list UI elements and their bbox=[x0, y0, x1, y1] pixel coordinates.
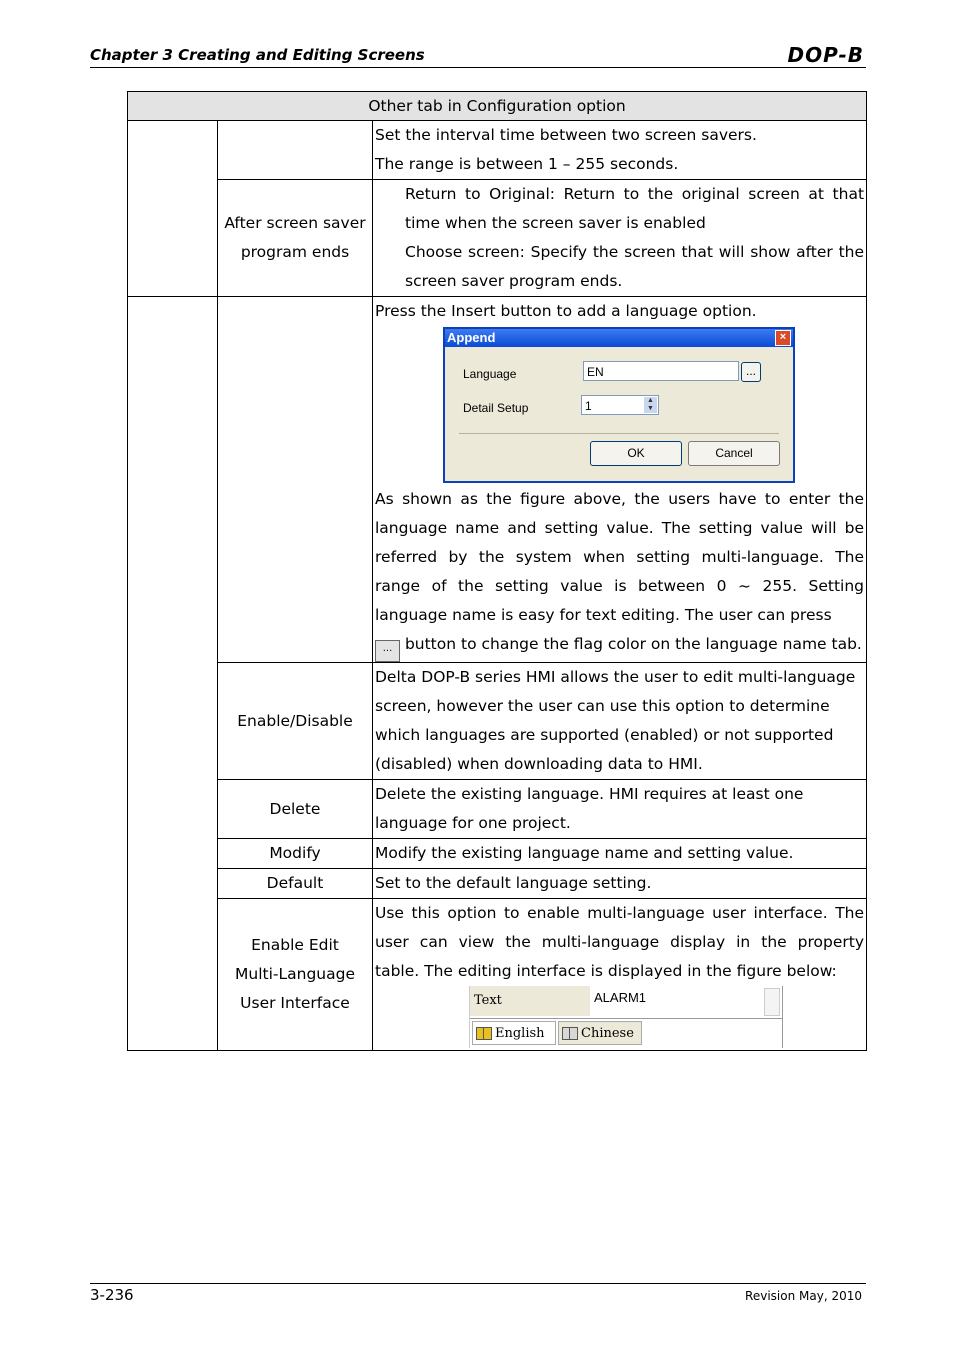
empty-cell bbox=[128, 297, 218, 1051]
append-dialog bbox=[443, 327, 795, 483]
after-screen-saver-description: Return to Original: Return to the original screen at that time when the screen saver is enabled Choose screen: Specify the screen that will show after the screen saver program ends. bbox=[373, 180, 867, 297]
close-icon[interactable]: × bbox=[775, 330, 791, 346]
revision-date: Revision May, 2010 bbox=[745, 1289, 862, 1303]
enable-edit-label: Enable Edit Multi-Language User Interface bbox=[218, 899, 373, 1051]
dialog-divider bbox=[459, 433, 779, 434]
table-heading: Other tab in Configuration option bbox=[128, 92, 867, 121]
cancel-button[interactable]: Cancel bbox=[688, 441, 780, 466]
detail-setup-stepper[interactable]: 1 ▲ ▼ bbox=[581, 395, 659, 415]
delete-description: Delete the existing language. HMI requires at least one language for one project. bbox=[373, 780, 867, 839]
chapter-title: Chapter 3 Creating and Editing Screens bbox=[90, 46, 425, 64]
ok-button[interactable]: OK bbox=[590, 441, 682, 466]
language-tabs bbox=[470, 1018, 782, 1047]
insert-description: Press the Insert button to add a language option. Append × Language EN ... Detail Setup 1 ▲ ▼ OK Cancel As shown as the figure above, the users have to enter the language name and setting value. The setting value will be referred by the system when setting multi-language. The range of the setting value is between 0 ~ 255. Setting language name is easy for text editing. The user can press ... button to change the flag color on the language name tab. bbox=[373, 297, 867, 663]
detail-setup-label: Detail Setup bbox=[463, 401, 529, 415]
empty-cell bbox=[218, 297, 373, 663]
dialog-title-bar: Append × bbox=[445, 329, 793, 347]
empty-cell bbox=[128, 121, 218, 297]
configuration-table bbox=[127, 91, 867, 1051]
enable-edit-description: Use this option to enable multi-language user interface. The user can view the multi-language display in the property table. The editing interface is displayed in the figure below: Text ALARM1 English Chinese bbox=[373, 899, 867, 1051]
page-header bbox=[90, 45, 866, 68]
language-label: Language bbox=[463, 367, 517, 381]
delete-label: Delete bbox=[218, 780, 373, 839]
default-label: Default bbox=[218, 869, 373, 899]
book-icon bbox=[562, 1027, 578, 1040]
enable-disable-description: Delta DOP-B series HMI allows the user to edit multi-language screen, however the user can use this option to determine which languages are supported (enabled) or not supported (disabled) when downloading data to HMI. bbox=[373, 663, 867, 780]
browse-button[interactable]: ... bbox=[741, 362, 761, 382]
modify-label: Modify bbox=[218, 839, 373, 869]
book-icon bbox=[476, 1027, 492, 1040]
modify-description: Modify the existing language name and setting value. bbox=[373, 839, 867, 869]
footer-rule bbox=[90, 1283, 866, 1284]
property-table-preview bbox=[469, 986, 783, 1048]
after-screen-saver-label: After screen saver program ends bbox=[218, 180, 373, 297]
default-description: Set to the default language setting. bbox=[373, 869, 867, 899]
interval-description: Set the interval time between two screen savers. The range is between 1 – 255 seconds. bbox=[373, 121, 867, 180]
tab-english[interactable]: English bbox=[472, 1021, 556, 1045]
property-value-field[interactable]: ALARM1 bbox=[594, 990, 647, 1005]
ellipsis-button-icon: ... bbox=[375, 640, 400, 662]
enable-disable-label: Enable/Disable bbox=[218, 663, 373, 780]
insert-body-text: As shown as the figure above, the users have to enter the language name and setting value. The setting value will be referred by the system when setting multi-language. The range of the setting value is between 0 ~ 255. Setting language name is easy for text editing. The user can press ... button to change the flag color on the language name tab. bbox=[375, 485, 864, 662]
tab-chinese[interactable]: Chinese bbox=[558, 1021, 642, 1045]
property-name: Text bbox=[470, 986, 590, 1016]
page-number: 3-236 bbox=[90, 1286, 134, 1304]
empty-cell bbox=[218, 121, 373, 180]
property-scrollbar[interactable] bbox=[764, 988, 780, 1016]
spinner-arrows-icon[interactable]: ▲ ▼ bbox=[644, 397, 657, 413]
dop-b-logo: DOP-B bbox=[787, 43, 864, 67]
language-input[interactable]: EN bbox=[583, 361, 739, 381]
